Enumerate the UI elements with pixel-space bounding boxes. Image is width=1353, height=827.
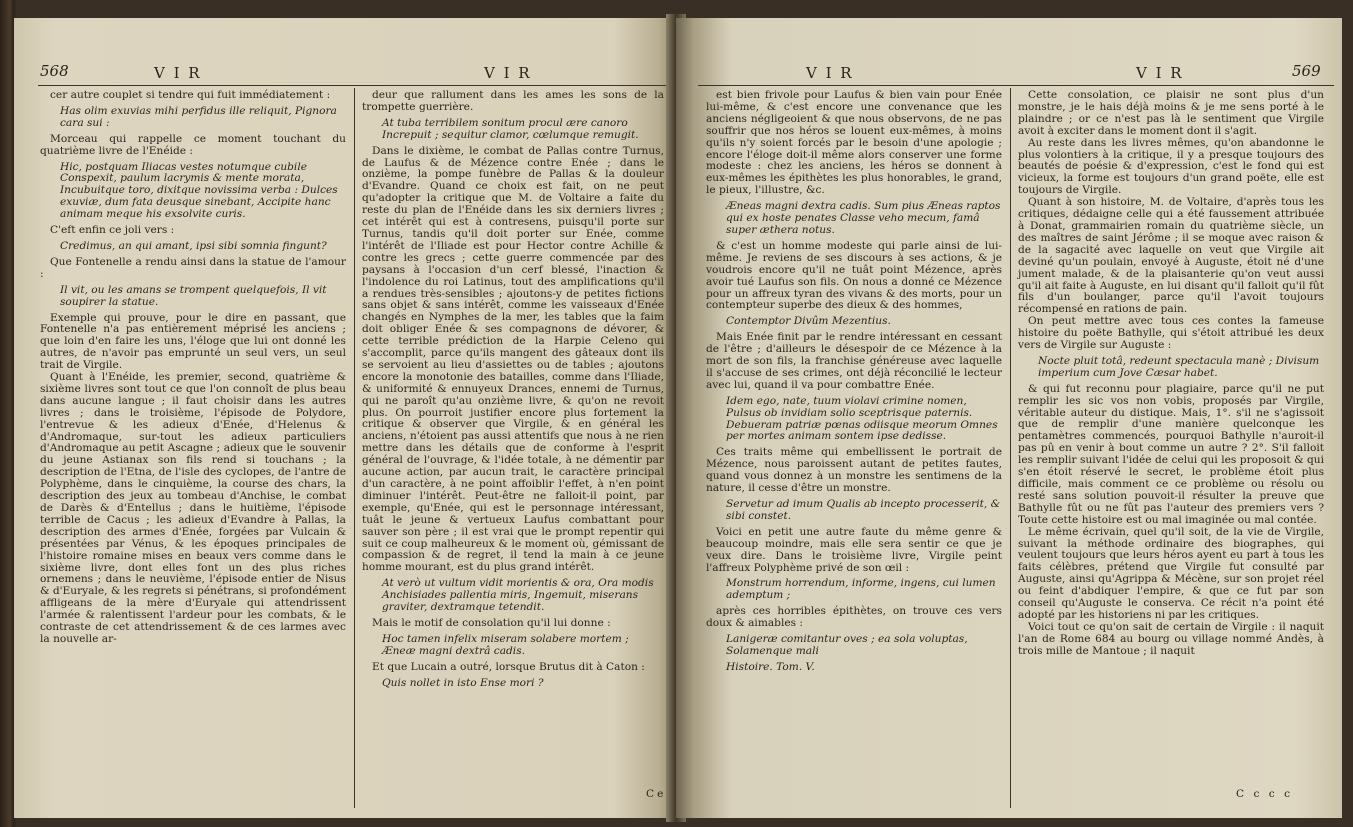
right-page [676, 18, 1342, 818]
paragraph: C'eft enfin ce joli vers : [50, 224, 175, 237]
running-head-left-2: V I R [484, 64, 532, 82]
verse: Credimus, an qui amant, ipsi sibi somnia fingunt? [60, 239, 327, 252]
paragraph: & c'est un homme modeste qui parle ainsi de lui-même. Je reviens de ses discours à ses actions, & je voudrois encore qu'il ne tuât point Mézence, après avoir tué Laufus son fils. On nous a donné ce Mézence pour un affreux tyran des vivans & des morts, pour un contempteur superbe des dieux & des hommes, [706, 239, 1002, 312]
signature-line: Histoire. Tom. V. [726, 660, 815, 673]
verse: Contemptor Divûm Mezentius. [726, 315, 891, 328]
paragraph: Exemple qui prouve, pour le dire en passant, que Fontenelle n'a pas entièrement méprisé les anciens ; que loin d'en faire les uns, l'éloge que lui ont donné les autres, de n'avoir pas emprunté un seul vers, un seul trait de Virgile. [40, 311, 346, 372]
left-page-column-2 [362, 90, 664, 694]
verse: Il vit, ou les amans se trompent quelquefois, Il vit soupirer la statue. [60, 283, 327, 308]
paragraph: Ces traits même qui embellissent le portrait de Mézence, nous paroissent autant de petites fautes, quand vous donnez à un monstre les sentimens de la nature, il cesse d'être un monstre. [706, 446, 1002, 495]
left-page-column-1 [40, 90, 346, 646]
paragraph: cer autre couplet si tendre qui fuit immédiatement : [50, 89, 331, 101]
paragraph: Que Fontenelle a rendu ainsi dans la statue de l'amour : [40, 255, 346, 280]
verse: Æneas magni dextra cadis. Sum pius Æneas raptos qui ex hoste penates Classe veho mecum, famâ super æthera notus. [726, 200, 1001, 236]
verse: Monstrum horrendum, informe, ingens, cui lumen ademptum ; [726, 577, 996, 602]
paragraph: Mais le motif de consolation qu'il lui donne : [372, 616, 611, 629]
page-number-left: 568 [40, 62, 69, 80]
running-head-right-2: V I R [1136, 64, 1184, 82]
verse: Quis nollet in isto Ense mori ? [382, 676, 544, 689]
paragraph: Cette consolation, ce plaisir ne sont plus d'un monstre, je le hais déjà moins & je me sens porté à le plaindre ; or ce n'est pas là le sentiment que Virgile avoit à exciter dans le moment dont il s'agit. [1018, 89, 1324, 137]
column-rule-left [354, 88, 355, 808]
paragraph: Dans le dixième, le combat de Pallas contre Turnus, de Laufus & de Mézence contre Enée ; dans le onzième, la pompe funèbre de Pallas & la douleur d'Evandre. Quand ce choix est fait, on ne peut qu'adopter la critique que M. de Voltaire a faite du reste du plan de l'Enéide dans les six derniers livres ; cet intérêt qui est à contresens, puisqu'il porte sur Turnus, tandis qu'il doit porter sur Enée, comme l'intérêt de l'Iliade est pour Hector contre Achille & contre les grecs ; cette guerre commencée par des paysans à l'occasion d'un cerf blessé, l'inaction & l'indolence du roi Latinus, tout des amplifications qu'il a rendues très-sensibles ; ajoutons-y de petites fictions sans objet & sans intérêt, comme les vaisseaux d'Enée changés en Nymphes de la mer, les tables que la faim doit obliger Enée & ses compagnons de dévorer, & cette terrible prédiction de la Harpie Celeno qui s'accomplit, parce qu'ils mangent des gâteaux dont ils se servoient au lieu d'assiettes ou de tables ; ajoutons encore la monotonie des batailles, comme dans l'Iliade, & uniformité & ennuyeux Drances, ennemi de Turnus, qui ne paroît qu'au onzième livre, & qu'on ne revoit plus. On pourroit justifier encore plus fortement la critique & observer que Virgile, & en général les anciens, n'étoient pas aussi attentifs que nous à ne rien mettre dans les détails que de conforme à l'esprit général de l'ouvrage, & l'idée totale, à ne démentir par aucune action, par aucun trait, le caractère principal d'un caractère, à ne point affoiblir l'effet, à n'en point diminuer l'intérêt. Peut-être ne falloit-il point, par exemple, qu'Enée, qui est le personnage intéressant, tuât le jeune & vertueux Laufus combattant pour sauver son père ; il est vrai que le prompt repentir qui suit ce coup malheureux & le moment où, gémissant de compassion & de regret, il tend la main à ce jeune homme mourant, est du plus grand intérêt. [362, 144, 664, 574]
column-rule-right [1010, 88, 1011, 808]
paragraph: Et que Lucain a outré, lorsque Brutus dit à Caton : [372, 660, 645, 673]
page-number-right: 569 [1292, 62, 1321, 80]
paragraph: Mais Enée finit par le rendre intéressant en cessant de l'être ; d'ailleurs le désespoir de ce Mézence à la mort de son fils, la franchise généreuse avec laquelle il s'accuse de ses crimes, ont déjà réconcilié le lecteur avec lui, quand il va pour combattre Enée. [706, 331, 1002, 391]
paragraph: Voici en petit une autre faute du même genre & beaucoup moindre, mais elle sera sentir ce que je veux dire. Dans le troisième livre, Virgile peint l'affreux Polyphème privé de son œil : [706, 525, 1002, 574]
running-head-left-1: V I R [154, 64, 202, 82]
paragraph: deur que rallument dans les ames les sons de la trompette guerrière. [362, 89, 664, 113]
right-page-column-2 [1018, 90, 1324, 658]
paragraph: Le même écrivain, quel qu'il soit, de la vie de Virgile, suivant la méthode ordinaire des biographes, qui veulent toujours que leurs héros ayent eu part à tous les faits célèbres, prétend que Virgile fut consulté par Auguste, ainsi qu'Agrippa & Mécène, sur son projet réel ou feint d'abdiquer l'empire, & que ce fut par son conseil qu'Auguste le conserva. Ce récit n'a point été adopté par les historiens ni par les critiques. [1018, 525, 1324, 621]
paragraph: après ces horribles épithètes, on trouve ces vers doux & aimables : [706, 605, 1002, 630]
verse: Nocte pluit totâ, redeunt spectacula manè ; Divisum imperium cum Jove Cæsar habet. [1038, 354, 1320, 379]
signature-mark: C c c c [1236, 788, 1294, 800]
paragraph: Morceau qui rappelle ce moment touchant du quatrième livre de l'Enéide : [40, 132, 346, 157]
left-page [14, 18, 678, 818]
verse: Servetur ad imum Qualis ab incepto processerit, & sibi constet. [726, 498, 1000, 522]
paragraph: Quant à son histoire, M. de Voltaire, d'après tous les critiques, dédaigne celle qui a été faussement attribuée à Donat, grammairien romain du quatrième siècle, un des maîtres de saint Jérôme ; il se moque avec raison & de la sagacité avec laquelle on veut que Virgile ait deviné qu'un poulain, envoyé à Auguste, étoit né d'une jument malade, & de la plaisanterie qu'on veut aussi qu'il ait faite à Auguste, en lui disant qu'il falloit qu'il fût fils d'un boulanger, parce qu'il l'avoit toujours récompensé en rations de pain. [1018, 196, 1324, 316]
verse: At verò ut vultum vidit morientis & ora, Ora modis Anchisiades pallentia miris, Ingemuit, miserans graviter, dextramque tetendit. [382, 577, 654, 614]
head-rule-left [38, 85, 668, 86]
verse: Hoc tamen infelix miseram solabere mortem ; Æneæ magni dextrâ cadis. [382, 632, 629, 657]
running-head-right-1: V I R [806, 64, 854, 82]
paragraph: & qui fut reconnu pour plagiaire, parce qu'il ne put remplir les sic vos non vobis, proposés par Virgile, véritable auteur du distique. Mais, 1°. s'il ne s'agissoit que de remplir d'une manière quelconque les pentamètres commencés, pourquoi Bathylle n'auroit-il pas pû en venir à bout comme un autre ? 2°. S'il falloit les remplir suivant l'idée de celui qui les proposoit & qui s'en étoit réservé le secret, le problème étoit plus difficile, mais comment ce ce problème ou résolu ou resté sans solution pouvoit-il résulter la preuve que Bathylle fût ou ne fût pas l'auteur des premiers vers ? Toute cette histoire est ou mal imaginée ou mal contée. [1018, 382, 1324, 526]
paragraph: On peut mettre avec tous ces contes la fameuse histoire du poëte Bathylle, qui s'étoit attribué les deux vers de Virgile sur Auguste : [1018, 315, 1324, 352]
paragraph: est bien frivole pour Laufus & bien vain pour Enée lui-même, & c'est encore une convenance que les anciens négligeoient & que nous observons, de ne pas souffrir que nos héros se louent eux-mêmes, à moins qu'ils n'y soient forcés par le besoin d'une apologie ; encore l'éloge doit-il même alors conserver une forme modeste : chez les anciens, les héros se donnent à eux-mêmes les épithètes les plus honorables, le grand, le pieux, l'illustre, &c. [706, 89, 1002, 197]
paragraph: Quant à l'Enéide, les premier, second, quatrième & sixième livres sont tout ce que l'on connoît de plus beau dans aucune langue ; il faut choisir dans les autres livres ; dans le troisième, l'épisode de Polydore, l'entrevue & les adieux d'Enée, d'Helenus & d'Andromaque, sur-tout les adieux particuliers d'Andromaque au petit Ascagne ; adieux que le souvenir du jeune Astianax son fils rend si touchans ; la description de l'Etna, de l'isle des cyclopes, de l'antre de Polyphème, dans le cinquième, la course des chars, la description des jeux au tombeau d'Anchise, le combat de Darès & d'Entellus ; dans le huitième, l'épisode terrible de Cacus ; les adieux d'Evandre à Pallas, la description des armes d'Enée, forgées par Vulcain & présentées par Vénus, & les époques principales de l'histoire romaine mises en beaux vers comme dans le sixième livre, dont elles font un des plus riches ornemens ; dans le neuvième, l'épisode entier de Nisus & d'Euryale, & les regrets si pénétrans, si profondément affligeans de la mère d'Euryale qui attendrissent l'armée & ralentissent l'ardeur pour les combats, & le contraste de cet attendrissement & de ces larmes avec la nouvelle ar- [40, 371, 346, 645]
verse: Has olim exuvias mihi perfidus ille reliquit, Pignora cara sui : [60, 104, 337, 129]
right-page-column-1 [706, 90, 1002, 678]
catchword-left: Ce [646, 788, 667, 800]
verse: At tuba terribilem sonitum procul ære canoro Increpuit ; sequitur clamor, cœlumque remugit. [382, 116, 639, 141]
verse: Hic, postquam Iliacas vestes notumque cubile Conspexit, paulum lacrymis & mente morata, Incubuitque toro, dixitque novissima verba : Dulces exuviæ, dum fata deusque sinebant, Accipite hanc animam meque his exsolvite curis. [60, 160, 338, 221]
verse: Lanigeræ comitantur oves ; ea sola voluptas, Solamenque mali [726, 633, 968, 657]
paragraph: Au reste dans les livres mêmes, qu'on abandonne le plus volontiers à la critique, il y a presque toujours des beautés de poésie & d'expression, c'est le fond qui est vicieux, la forme est toujours d'un grand poëte, elle est toujours de Virgile. [1018, 136, 1324, 197]
head-rule-right [698, 85, 1334, 86]
verse: Idem ego, nate, tuum violavi crimine nomen, Pulsus ob invidiam solio sceptrisque paternis. Debueram patriæ pœnas odiisque meorum Omnes per mortes animam sontem ipse dedisse. [726, 394, 998, 443]
paragraph: Voici tout ce qu'on sait de certain de Virgile : il naquit l'an de Rome 684 au bourg ou village nommé Andès, à trois mille de Mantoue ; il naquit [1018, 620, 1324, 657]
